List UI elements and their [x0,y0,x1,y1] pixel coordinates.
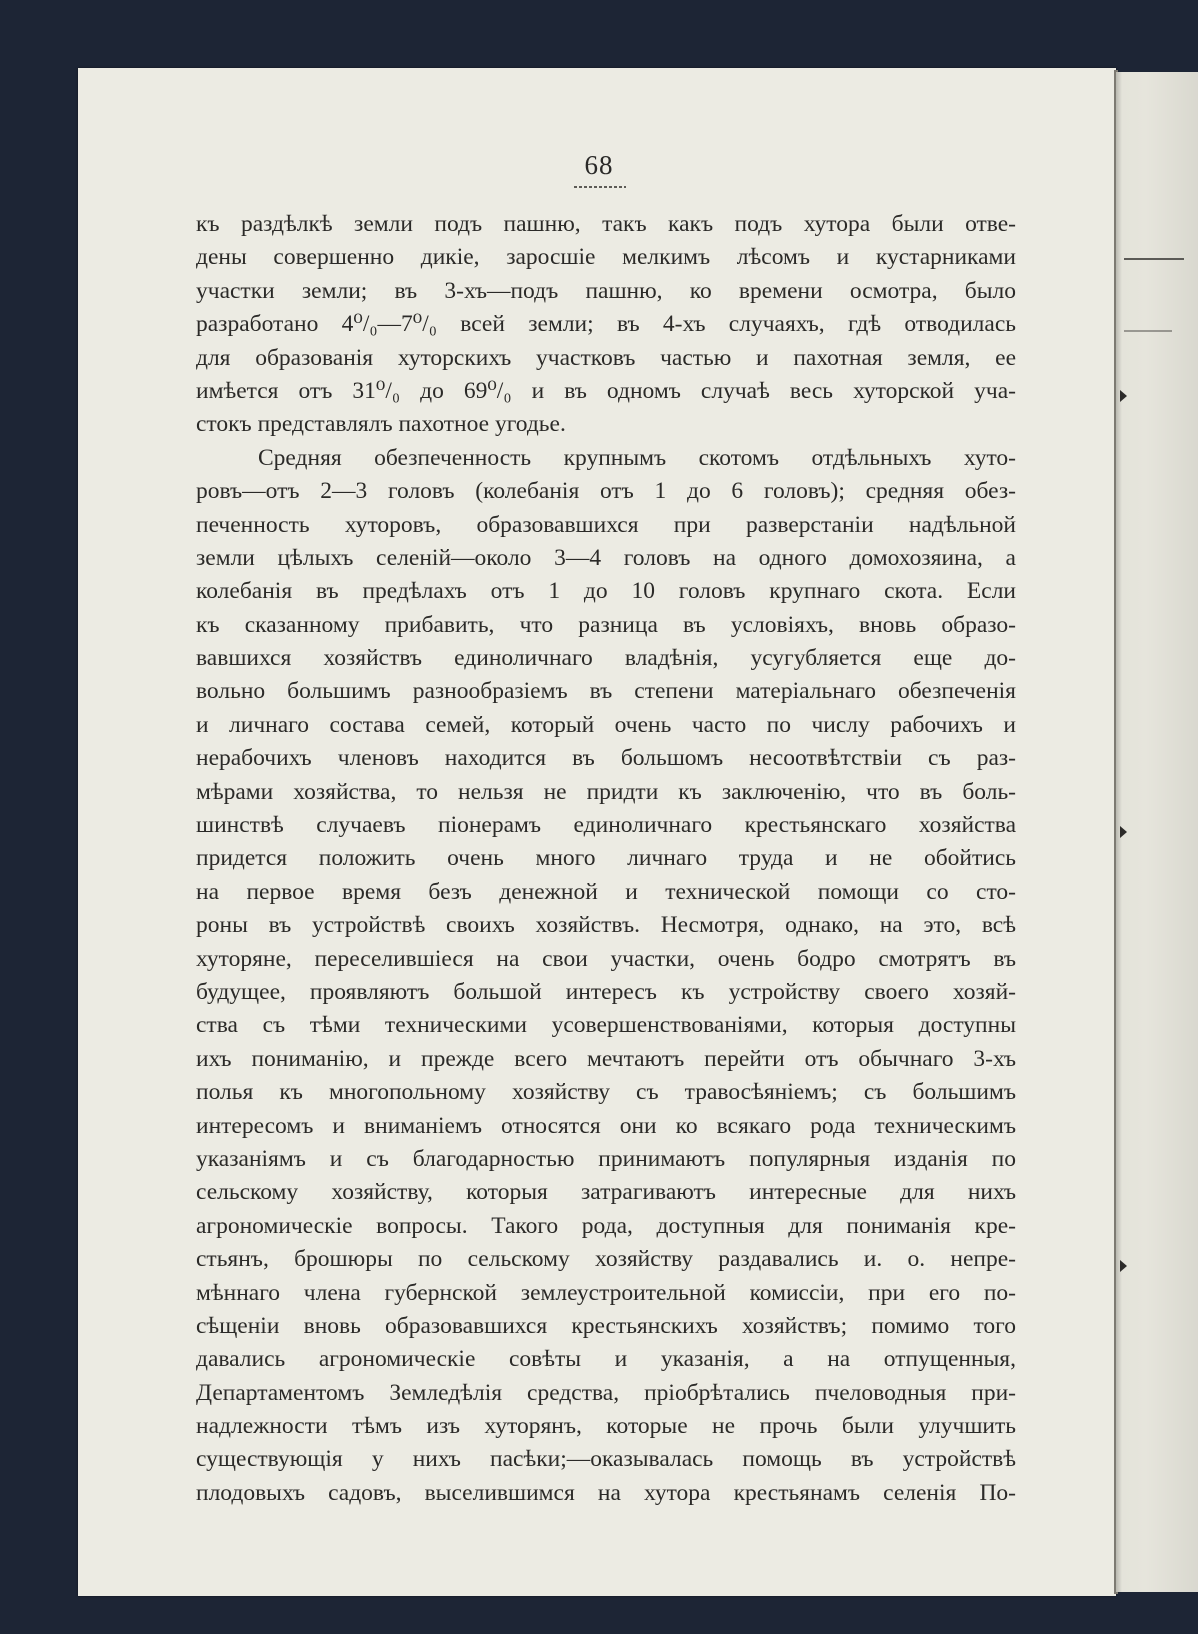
text-line: дены совершенно дикіе, заросшіе мелкимъ лѣсомъ и кустарниками [196,244,1016,271]
text-line: вольно большимъ разнообразіемъ въ степени матеріальнаго обезпеченія [196,678,1016,705]
body-text [196,208,1016,1510]
text-line: агрономическіе вопросы. Такого рода, доступныя для пониманія кре- [196,1212,1016,1239]
text-line: плодовыхъ садовъ, выселившимся на хутора крестьянамъ селенія По- [196,1479,1016,1506]
text-line: ихъ пониманію, и прежде всего мечтаютъ перейти отъ обычнаго 3-хъ [196,1045,1016,1072]
text-line: придется положить очень много личнаго труда и не обойтись [196,845,1016,872]
text-line: ровъ—отъ 2—3 головъ (колебанія отъ 1 до 6 головъ); средняя обез- [196,478,1016,505]
text-line: къ сказанному прибавить, что разница въ условіяхъ, вновь образо- [196,611,1016,638]
text-line: шинствѣ случаевъ піонерамъ единоличнаго крестьянскаго хозяйства [196,812,1016,839]
text-line: сельскому хозяйству, которыя затрагиваютъ интересные для нихъ [196,1179,1016,1206]
text-line: имѣется отъ 31⁰/₀ до 69⁰/₀ и въ одномъ случаѣ весь хуторской уча- [196,377,1016,404]
text-line: мѣннаго члена губернской землеустроительной комиссіи, при его по- [196,1279,1016,1306]
text-line: существующія у нихъ пасѣки;—оказывалась помощь въ устройствѣ [196,1446,1016,1473]
text-line: колебанія въ предѣлахъ отъ 1 до 10 головъ крупнаго скота. Если [196,578,1016,605]
text-line: нерабочихъ членовъ находится въ большомъ несоотвѣтствіи съ раз- [196,745,1016,772]
text-line: и личнаго состава семей, который очень часто по числу рабочихъ и [196,711,1016,738]
text-line: давались агрономическіе совѣты и указанія, а на отпущенныя, [196,1346,1016,1373]
text-line: стокъ представлялъ пахотное угодье. [196,411,566,438]
text-line: хуторяне, переселившіеся на свои участки, очень бодро смотрятъ въ [196,945,1016,972]
text-line: разработано 4⁰/₀—7⁰/₀ всей земли; въ 4-хъ случаяхъ, гдѣ отводилась [196,311,1016,338]
text-line: для образованія хуторскихъ участковъ частью и пахотная земля, ее [196,344,1016,371]
text-line: надлежности тѣмъ изъ хуторянъ, которые не прочь были улучшить [196,1413,1016,1440]
text-line: Департаментомъ Земледѣлія средства, пріобрѣтались пчеловодныя при- [196,1379,1016,1406]
text-line: мѣрами хозяйства, то нельзя не придти къ заключенію, что въ боль- [196,778,1016,805]
text-line: на первое время безъ денежной и технической помощи со сто- [196,878,1016,905]
text-line: ства съ тѣми техническими усовершенствованіями, которыя доступны [196,1012,1016,1039]
text-line: печенность хуторовъ, образовавшихся при разверстаніи надѣльной [196,511,1016,538]
text-line: Средняя обезпеченность крупнымъ скотомъ отдѣльныхъ хуто- [258,444,1016,471]
text-line: интересомъ и вниманіемъ относятся они ко всякаго рода техническимъ [196,1112,1016,1139]
edge-mark [1124,258,1184,260]
text-line: сѣщеніи вновь образовавшихся крестьянскихъ хозяйствъ; помимо того [196,1312,1016,1339]
edge-tick [1120,826,1127,838]
text-line: участки земли; въ 3-хъ—подъ пашню, ко времени осмотра, было [196,277,1016,304]
text-line: роны въ устройствѣ своихъ хозяйствъ. Несмотря, однако, на это, всѣ [196,912,1016,939]
next-page-edge [1116,72,1198,1592]
text-line: указаніямъ и съ благодарностью принимаютъ популярныя изданія по [196,1145,1016,1172]
text-line: земли цѣлыхъ селеній—около 3—4 головъ на одного домохозяина, а [196,544,1016,571]
text-line: вавшихся хозяйствъ единоличнаго владѣнія, усугубляется еще до- [196,645,1016,672]
text-line: полья къ многопольному хозяйству съ травосѣяніемъ; съ большимъ [196,1079,1016,1106]
page-number-rule [574,186,626,188]
page-number: 68 [584,150,614,180]
text-line: будущее, проявляютъ большой интересъ къ устройству своего хозяй- [196,978,1016,1005]
text-line: къ раздѣлкѣ земли подъ пашню, такъ какъ подъ хутора были отве- [196,211,1016,237]
edge-mark [1124,330,1172,332]
edge-tick [1120,390,1127,402]
edge-tick [1120,1260,1127,1272]
text-line: стьянъ, брошюры по сельскому хозяйству раздавались и. о. непре- [196,1246,1016,1273]
